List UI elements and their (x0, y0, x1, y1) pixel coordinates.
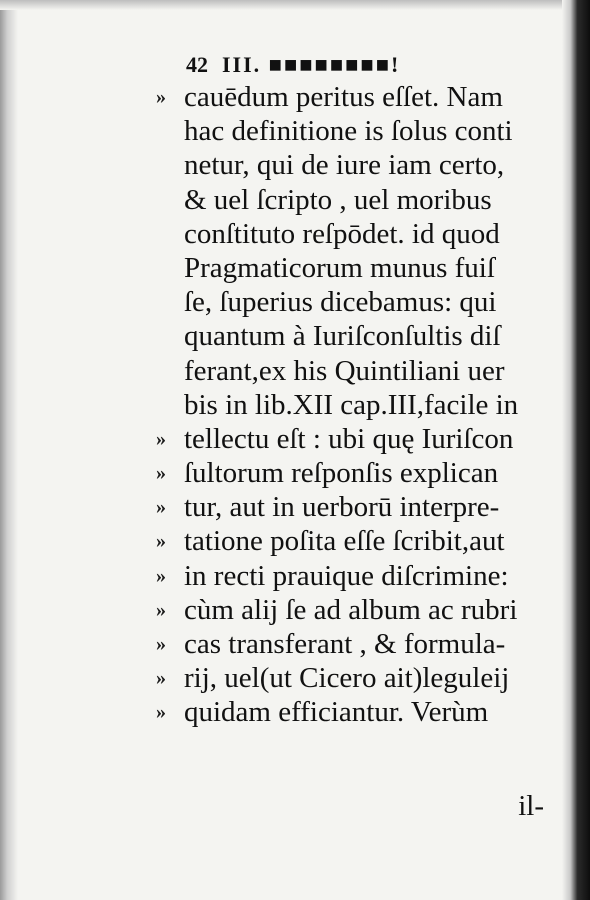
line-text: conſtituto reſpōdet. id quod (184, 217, 500, 250)
text-line (150, 490, 560, 524)
quotation-marker: » (156, 667, 166, 690)
text-line (150, 183, 560, 217)
line-text: & uel ſcripto , uel moribus (184, 183, 492, 216)
text-line (150, 217, 560, 251)
page-number: 42 (186, 52, 208, 77)
text-line (150, 251, 560, 285)
text-line (150, 148, 560, 182)
quotation-marker: » (156, 86, 166, 108)
text-line (150, 388, 560, 422)
body-text (150, 80, 560, 730)
quotation-marker: » (156, 427, 166, 450)
running-head-title: III. ■■■■■■■■! (222, 52, 401, 77)
line-text: netur, qui de iure iam certo, (184, 149, 505, 182)
text-line (150, 524, 560, 558)
text-line (150, 80, 560, 114)
line-text: ſultorum reſponſis explican (184, 457, 499, 490)
quotation-marker: » (156, 530, 166, 553)
page-right-edge (562, 0, 590, 900)
text-line (150, 354, 560, 388)
quotation-marker: » (156, 564, 166, 587)
text-line (150, 627, 560, 661)
line-text: in recti prauique diſcrimine: (184, 559, 509, 592)
line-text: quidam efficiantur. Verùm (184, 696, 489, 729)
running-head (186, 52, 400, 82)
quotation-marker: » (156, 598, 166, 621)
line-text: rij, uel(ut Cicero ait)leguleij (184, 662, 510, 695)
quotation-marker: » (156, 496, 166, 519)
text-line (150, 661, 560, 695)
line-text: bis in lib.XII cap.III,facile in (184, 388, 519, 421)
text-line (150, 422, 560, 456)
page-top-edge (0, 0, 590, 10)
line-text: cas transferant , & formula- (184, 628, 506, 660)
page-gutter-shadow (0, 0, 18, 900)
quotation-marker: » (156, 633, 166, 655)
line-text: cùm alij ſe ad album ac rubri (184, 593, 518, 626)
text-line (150, 114, 560, 148)
text-line (150, 695, 560, 729)
quotation-marker: » (156, 462, 166, 485)
text-line (150, 559, 560, 593)
line-text: tatione poſita eſſe ſcribit,aut (184, 525, 505, 558)
catchword: il- (518, 790, 544, 822)
line-text: quantum à Iuriſconſultis diſ (184, 320, 501, 353)
text-line (150, 456, 560, 490)
line-text: tur, aut in uerborū interpre- (184, 491, 500, 524)
line-text: ferant,ex his Quintiliani uer (184, 354, 505, 387)
line-text: ſe, ſuperius dicebamus: qui (184, 286, 497, 319)
line-text: tellectu eſt : ubi quę Iuriſcon (184, 422, 514, 455)
text-line (150, 319, 560, 353)
quotation-marker: » (156, 701, 166, 724)
line-text: cauēdum peritus eſſet. Nam (184, 81, 503, 113)
line-text: Pragmaticorum munus fuiſ (184, 251, 495, 284)
text-line (150, 285, 560, 319)
text-line (150, 593, 560, 627)
line-text: hac definitione is ſolus conti (184, 115, 513, 148)
